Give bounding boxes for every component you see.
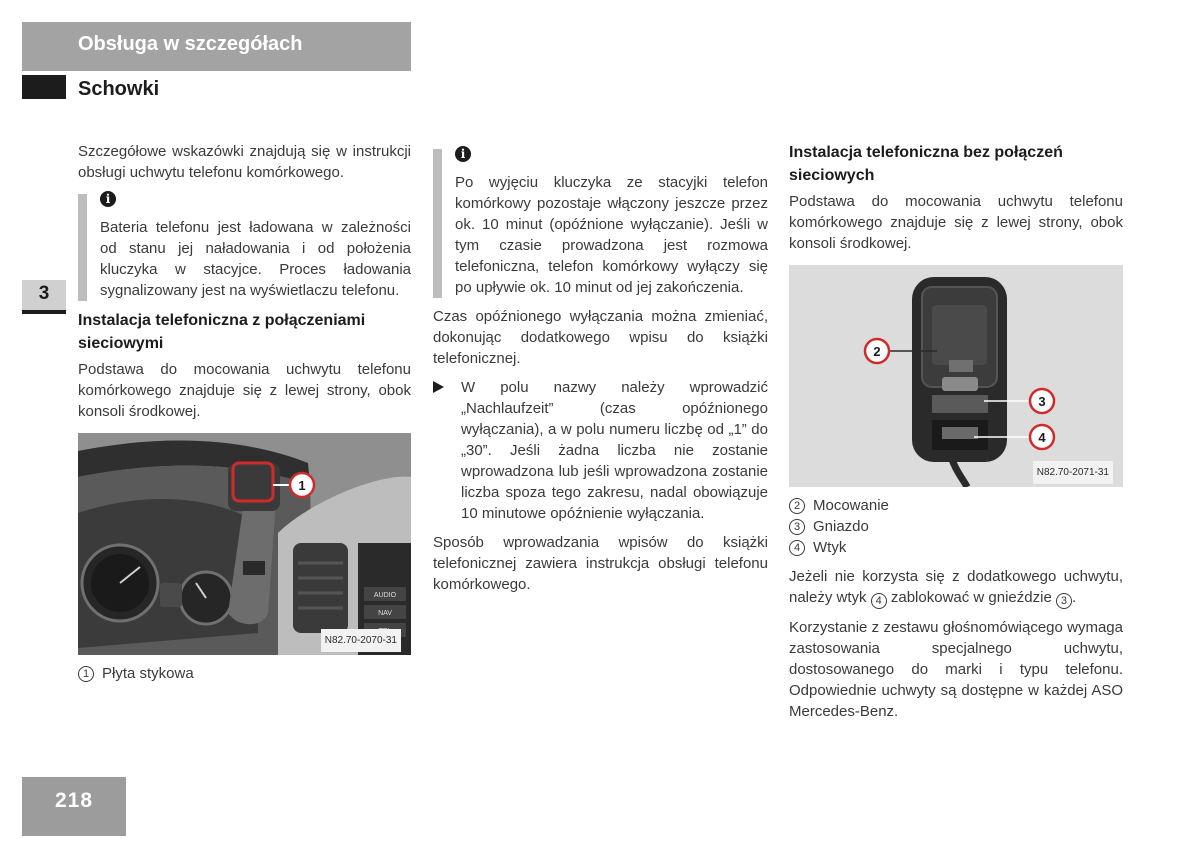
figure-callout-3: 3	[1038, 394, 1046, 409]
figure-callout-2: 2	[873, 344, 881, 359]
text-fragment: .	[1071, 589, 1077, 606]
body-paragraph: Czas opóźnionego wyłączania można zmieniać, dokonując dodatkowego wpisu do książki telefonicznej.	[433, 308, 768, 367]
column-middle	[433, 141, 768, 595]
legend-label: Wtyk	[813, 539, 847, 556]
instruction-step	[433, 377, 768, 524]
legend-item	[789, 495, 1123, 516]
note-text: Bateria telefonu jest ładowana w zależności od stanu jej naładowania i od położenia kluczyka w stacyjce. Proces ładowania sygnalizowany jest na wyświetlaczu telefonu.	[100, 219, 411, 299]
legend-label: Płyta stykowa	[102, 665, 194, 682]
step-arrow-icon	[433, 381, 444, 393]
text-fragment: zablokować w gnieździe	[890, 589, 1052, 606]
legend-number: 1	[78, 666, 94, 682]
legend-item	[789, 537, 1123, 558]
info-icon: i	[100, 191, 116, 207]
legend-item	[78, 663, 411, 684]
info-note	[433, 146, 768, 298]
reference-number: 4	[871, 593, 887, 609]
body-paragraph: Podstawa do mocowania uchwytu telefonu komórkowego znajduje się z lewej strony, obok konsoli środkowej.	[78, 361, 411, 420]
intro-paragraph: Szczegółowe wskazówki znajdują się w instrukcji obsługi uchwytu telefonu komórkowego.	[78, 143, 411, 181]
body-paragraph: Podstawa do mocowania uchwytu telefonu komórkowego znajduje się z lewej strony, obok konsoli środkowej.	[789, 193, 1123, 252]
subsection-title: Schowki	[78, 78, 160, 100]
text-fragment: Jeżeli nie korzysta się z dodatkowego uchwytu, należy wtyk	[789, 568, 1123, 606]
figure-callout-4: 4	[1038, 430, 1046, 445]
nav-button-label: NAV	[378, 610, 392, 617]
figure-legend	[78, 663, 411, 684]
phone-holder-illustration	[789, 265, 1123, 487]
info-icon: i	[455, 146, 471, 162]
reference-number: 3	[1056, 593, 1072, 609]
legend-item	[789, 516, 1123, 537]
figure-callout-1: 1	[298, 478, 306, 493]
legend-label: Mocowanie	[813, 497, 889, 514]
audio-button-label: AUDIO	[373, 592, 397, 599]
note-text: Po wyjęciu kluczyka ze stacyjki telefon komórkowy pozostaje włączony jeszcze przez ok. 10 minut (opóźnione wyłączanie). Jeśli w tym czasie prowadzona jest rozmowa telefoniczna, telefon komórkowy wyłączy się po upływie ok. 10 minut od jej zakończenia.	[455, 174, 768, 296]
body-paragraph: Sposób wprowadzania wpisów do książki telefonicznej zawiera instrukcja obsługi telefonu komórkowego.	[433, 534, 768, 593]
section-heading: Instalacja telefoniczna bez połączeń sieciowych	[789, 144, 1063, 184]
chapter-number: 3	[38, 283, 50, 304]
body-paragraph: Korzystanie z zestawu głośnomówiącego wymaga zastosowania specjalnego uchwytu, dostosowanego do marki i typu telefonu. Odpowiednie uchwyty są dostępne w każdej ASO Mercedes-Benz.	[789, 619, 1123, 720]
figure-code: N82.70-2070-31	[321, 629, 401, 652]
legend-number: 2	[789, 498, 805, 514]
info-note	[78, 191, 411, 301]
section-heading: Instalacja telefoniczna z połączeniami sieciowymi	[78, 312, 366, 352]
dashboard-figure	[78, 433, 411, 655]
legend-number: 4	[789, 540, 805, 556]
legend-number: 3	[789, 519, 805, 535]
legend-label: Gniazdo	[813, 518, 869, 535]
step-text: W polu nazwy należy wprowadzić „Nachlaufzeit” (czas opóźnionego wyłączania), a w polu numeru liczbę od „1” do „30”. Jeśli żadna liczba nie zostanie wprowadzona lub jeśli wprowadzona zostanie liczba spoza tego zakresu, nadal obowiązuje 10 minutowe opóźnienie wyłączania.	[461, 379, 768, 522]
figure-legend	[789, 495, 1123, 558]
column-right	[789, 141, 1123, 722]
section-title: Obsługa w szczegółach	[78, 33, 303, 55]
page-number: 218	[54, 789, 94, 812]
dashboard-illustration	[78, 433, 411, 655]
phone-holder-figure	[789, 265, 1123, 487]
column-left	[78, 141, 411, 684]
subsection-marker	[22, 75, 66, 99]
figure-code: N82.70-2071-31	[1033, 461, 1113, 484]
body-paragraph	[789, 566, 1123, 609]
